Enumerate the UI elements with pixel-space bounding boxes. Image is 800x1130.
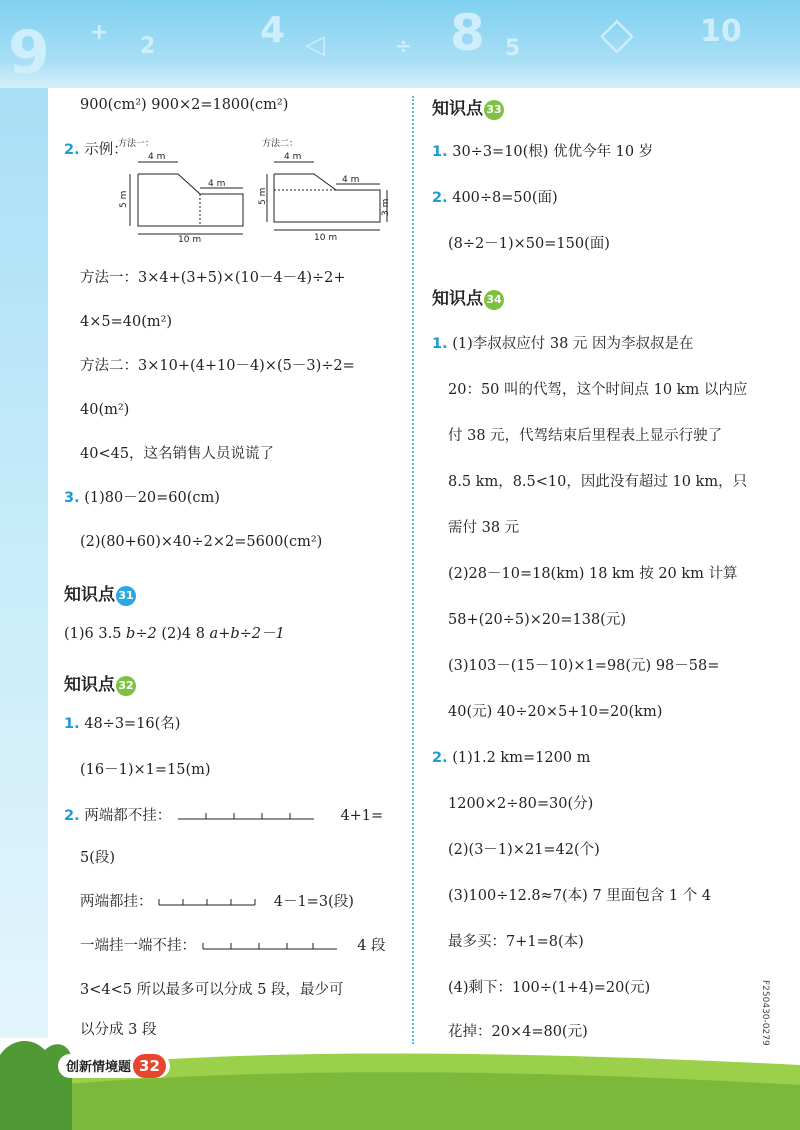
answer-expression: a+b÷2－1	[209, 626, 285, 642]
answer-line: (8÷2－1)×50=150(面)	[448, 236, 610, 252]
question-number: 1.	[432, 336, 448, 352]
answer-text: 400÷8=50(面)	[452, 190, 558, 206]
question-1	[64, 714, 180, 734]
question-3	[64, 488, 220, 508]
footer-badge	[58, 1054, 170, 1078]
knowledge-point-label: 知识点	[432, 99, 483, 119]
answer-text: (1)80－20=60(cm)	[84, 490, 220, 506]
decor-digit: 9	[8, 18, 50, 88]
answer-text: 30÷3=10(根) 优优今年 10 岁	[452, 144, 654, 160]
answer-text: 4 段	[357, 938, 386, 954]
answer-line	[80, 936, 386, 956]
answer-line: 方法二：3×10+(4+10－4)×(5－3)÷2=	[80, 358, 355, 374]
left-sidebar	[0, 88, 48, 1038]
answer-text: (2)4 8	[156, 626, 210, 642]
knowledge-point-label: 知识点	[64, 585, 115, 605]
knowledge-point-31	[64, 580, 136, 606]
answer-text: 两端都挂：	[80, 894, 153, 910]
diagram-step-width: 4 m	[342, 175, 360, 185]
answer-line: 花掉：20×4=80(元)	[448, 1024, 588, 1040]
question-number: 1.	[432, 144, 448, 160]
segment-ruler	[201, 939, 339, 953]
answer-line: 5(段)	[80, 850, 116, 866]
decor-digit: 4	[260, 10, 286, 51]
diagram-top-width: 4 m	[284, 152, 302, 162]
answer-line: 方法一：3×4+(3+5)×(10－4－4)÷2+	[80, 270, 346, 286]
question-number: 3.	[64, 490, 80, 506]
answer-text: (1)1.2 km=1200 m	[452, 750, 591, 766]
segment-ruler	[176, 809, 316, 823]
question-2	[432, 188, 558, 208]
answer-text: (1)李叔叔应付 38 元 因为李叔叔是在	[452, 336, 694, 352]
diagram-title: 方法一：	[118, 139, 155, 149]
segment-ruler	[157, 895, 257, 909]
diagram-height: 5 m	[119, 190, 129, 208]
diagram-title: 方法二：	[262, 139, 299, 149]
answer-line: 40(元) 40÷20×5+10=20(km)	[448, 704, 663, 720]
question-number: 2.	[432, 750, 448, 766]
answer-line: 最多买：7+1=8(本)	[448, 934, 584, 950]
answer-line: (16－1)×1=15(m)	[80, 762, 211, 778]
answer-line: 58+(20÷5)×20=138(元)	[448, 612, 626, 628]
knowledge-point-badge: 32	[116, 676, 136, 696]
question-2b	[64, 806, 383, 826]
answer-text: (1)6 3.5	[64, 626, 127, 642]
decor-number: 10	[700, 14, 742, 49]
diagram-height-right: 3 m	[381, 198, 391, 216]
question-1b	[432, 334, 694, 354]
diagram-total-width: 10 m	[178, 235, 202, 245]
knowledge-point-label: 知识点	[64, 675, 115, 695]
knowledge-point-33	[432, 94, 504, 120]
answer-line: 以分成 3 段	[80, 1022, 157, 1038]
knowledge-point-34	[432, 284, 504, 310]
answer-text: 一端挂一端不挂：	[80, 938, 196, 954]
question-2b	[432, 748, 590, 768]
column-divider	[412, 96, 414, 1044]
knowledge-point-badge: 34	[484, 290, 504, 310]
decor-plus: +	[90, 20, 109, 45]
decor-divide: ÷	[395, 34, 412, 58]
question-number: 2.	[432, 190, 448, 206]
page-number: 32	[133, 1054, 166, 1078]
answer-line	[80, 892, 354, 912]
question-number: 2.	[64, 808, 80, 824]
answer-text: 两端都不挂：	[84, 808, 172, 824]
diagram-method-1	[118, 134, 253, 248]
answer-expression: b÷2	[126, 626, 157, 642]
answer-line: 需付 38 元	[448, 520, 520, 536]
footer-label: 创新情境题	[66, 1060, 132, 1075]
header-band	[0, 0, 800, 88]
question-number: 1.	[64, 716, 80, 732]
answer-line: 20：50 叫的代驾，这个时间点 10 km 以内应	[448, 382, 748, 398]
decor-digit: 5	[505, 36, 521, 61]
knowledge-point-badge: 33	[484, 100, 504, 120]
answer-line: 900(cm²) 900×2=1800(cm²)	[80, 97, 289, 113]
diagram-total-width: 10 m	[314, 233, 338, 243]
diagram-step-width: 4 m	[208, 179, 226, 189]
bottom-hill	[0, 1035, 800, 1130]
answer-line: (3)103－(15－10)×1=98(元) 98－58=	[448, 658, 720, 674]
answer-text: 48÷3=16(名)	[84, 716, 181, 732]
decor-digit: 2	[140, 34, 156, 59]
answer-text: 4+1=	[340, 808, 384, 824]
decor-diamond: ◇	[600, 8, 634, 59]
knowledge-point-32	[64, 670, 136, 696]
knowledge-point-badge: 31	[116, 586, 136, 606]
answer-line: 1200×2÷80=30(分)	[448, 796, 594, 812]
answer-line: (2)28－10=18(km) 18 km 按 20 km 计算	[448, 566, 738, 582]
answer-line: (2)(80+60)×40÷2×2=5600(cm²)	[80, 534, 323, 550]
answer-line: (2)(3－1)×21=42(个)	[448, 842, 600, 858]
example-label: 示例：	[84, 142, 128, 158]
question-1	[432, 142, 653, 162]
answer-line: 40<45，这名销售人员说谎了	[80, 446, 275, 462]
answer-line: (3)100÷12.8≈7(本) 7 里面包含 1 个 4	[448, 888, 712, 904]
answer-line: 8.5 km，8.5<10，因此没有超过 10 km，只	[448, 474, 748, 490]
answer-text: 4－1=3(段)	[273, 894, 354, 910]
diagram-top-width: 4 m	[148, 152, 166, 162]
answer-line: (4)剩下：100÷(1+4)=20(元)	[448, 980, 651, 996]
decor-triangle: ◁	[305, 30, 325, 60]
answer-line	[64, 624, 285, 644]
question-number: 2.	[64, 142, 80, 158]
answer-line: 4×5=40(m²)	[80, 314, 173, 330]
print-code: F250430-0279	[760, 980, 770, 1046]
diagram-height-left: 5 m	[258, 187, 268, 205]
answer-line: 3<4<5 所以最多可以分成 5 段，最少可	[80, 982, 344, 998]
answer-line: 40(m²)	[80, 402, 130, 418]
answer-line: 付 38 元，代驾结束后里程表上显示行驶了	[448, 428, 723, 444]
diagram-method-2	[258, 134, 402, 248]
knowledge-point-label: 知识点	[432, 289, 483, 309]
decor-digit: 8	[450, 4, 485, 62]
